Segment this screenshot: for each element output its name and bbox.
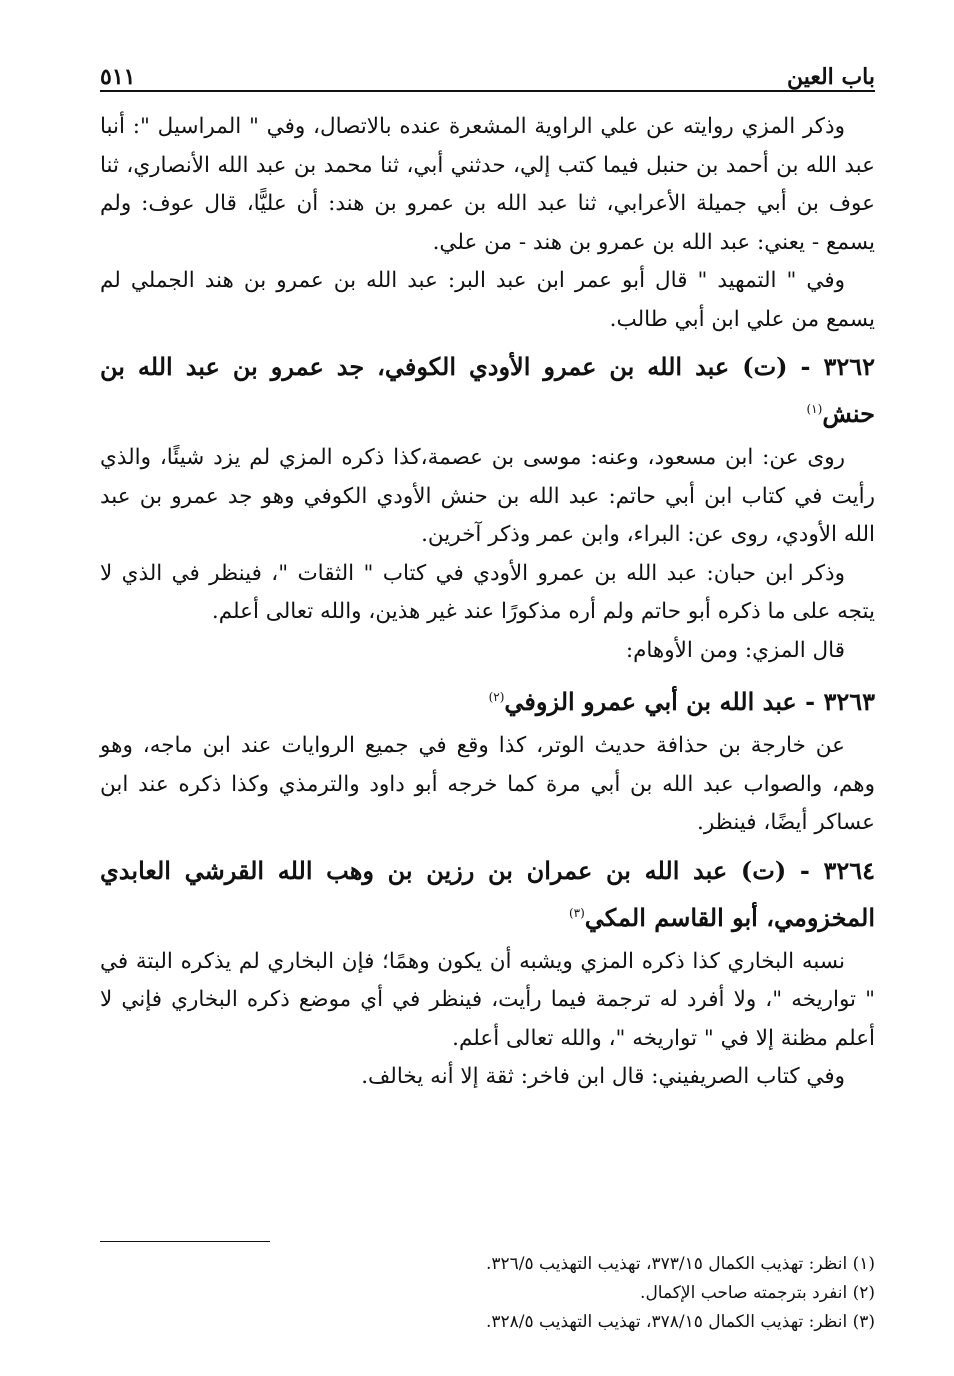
footnote-ref: (١): [806, 402, 823, 416]
footnote: (٢) انفرد بترجمته صاحب الإكمال.: [640, 1283, 875, 1303]
paragraph: عن خارجة بن حذافة حديث الوتر، كذا وقع في جميع الروايات عند ابن ماجه، وهو وهم، والصواب عبد الله بن أبي مرة كما خرجه أبو داود والترمذي وكذا ذكره عند ابن عساكر أيضًا، فينظر.: [100, 733, 875, 835]
paragraph: قال المزي: ومن الأوهام:: [625, 637, 845, 663]
paragraph: وفي " التمهيد " قال أبو عمر ابن عبد البر: عبد الله بن عمرو بن هند الجملي لم يسمع من علي ابن أبي طالب.: [100, 268, 875, 332]
entry-heading: [100, 676, 875, 723]
paragraph: وذكر ابن حبان: عبد الله بن عمرو الأودي في كتاب " الثقات "، فينظر في الذي لا يتجه على ما ذكره أبو حاتم ولم أره مذكورًا عند غير هذين، والله تعالى أعلم.: [100, 560, 875, 624]
footnote-ref: (٣): [568, 905, 585, 920]
entry-heading: [100, 849, 875, 939]
entry-heading-text: ٣٢٦٤ - (ت) عبد الله بن عمران بن رزين بن وهب الله القرشي العابدي المخزومي، أبو القاسم المكي: [100, 855, 876, 932]
footnote-divider: [100, 1241, 270, 1242]
running-header: [100, 48, 875, 92]
footnotes: [100, 1205, 875, 1337]
entry-heading-text: ٣٢٦٣ - عبد الله بن أبي عمرو الزوفي: [504, 687, 875, 716]
entry-heading: [100, 345, 875, 435]
page: [100, 48, 875, 1097]
page-number: ٥١١: [100, 64, 136, 90]
footnote: (٣) انظر: تهذيب الكمال ٣٧٨/١٥، تهذيب التهذيب ٣٢٨/٥.: [485, 1312, 875, 1332]
chapter-title: باب العين: [786, 64, 875, 90]
entry-heading-text: ٣٢٦٢ - (ت) عبد الله بن عمرو الأودي الكوفي، جد عمرو بن عبد الله بن حنش: [100, 352, 875, 428]
paragraph: روى عن: ابن مسعود، وعنه: موسى بن عصمة،كذا ذكره المزي لم يزد شيئًا، والذي رأيت في كتاب ابن أبي حاتم: عبد الله بن حنش الأودي الكوفي وهو جد عمرو بن عبد الله الأودي، روى عن: البراء، وابن عمر وذكر آخرين.: [100, 445, 875, 547]
paragraph: وفي كتاب الصريفيني: قال ابن فاخر: ثقة إلا أنه يخالف.: [361, 1064, 845, 1089]
paragraph: وذكر المزي روايته عن علي الراوية المشعرة عنده بالاتصال، وفي " المراسيل ": أنبا عبد الله بن أحمد بن حنبل فيما كتب إلي، حدثني أبي، ثنا محمد بن عبد الله الأنصاري، ثنا عوف بن أبي جميلة الأعرابي، ثنا عبد الله بن عمرو بن هند: أن عليًّا، قال عوف: ولم يسمع - يعني: عبد الله بن عمرو بن هند - من علي.: [100, 114, 875, 255]
paragraph: نسبه البخاري كذا ذكره المزي ويشبه أن يكون وهمًا؛ فإن البخاري لم يذكره البتة في " تواريخه "، ولا أفرد له ترجمة فيما رأيت، فينظر في أي موضع ذكره البخاري فإني لا أعلم مظنة إلا في " تواريخه "، والله تعالى أعلم.: [100, 948, 875, 1051]
footnote: (١) انظر: تهذيب الكمال ٣٧٣/١٥، تهذيب التهذيب ٣٢٦/٥.: [485, 1254, 875, 1274]
footnote-ref: (٢): [488, 690, 505, 704]
main-text: [100, 108, 875, 1097]
